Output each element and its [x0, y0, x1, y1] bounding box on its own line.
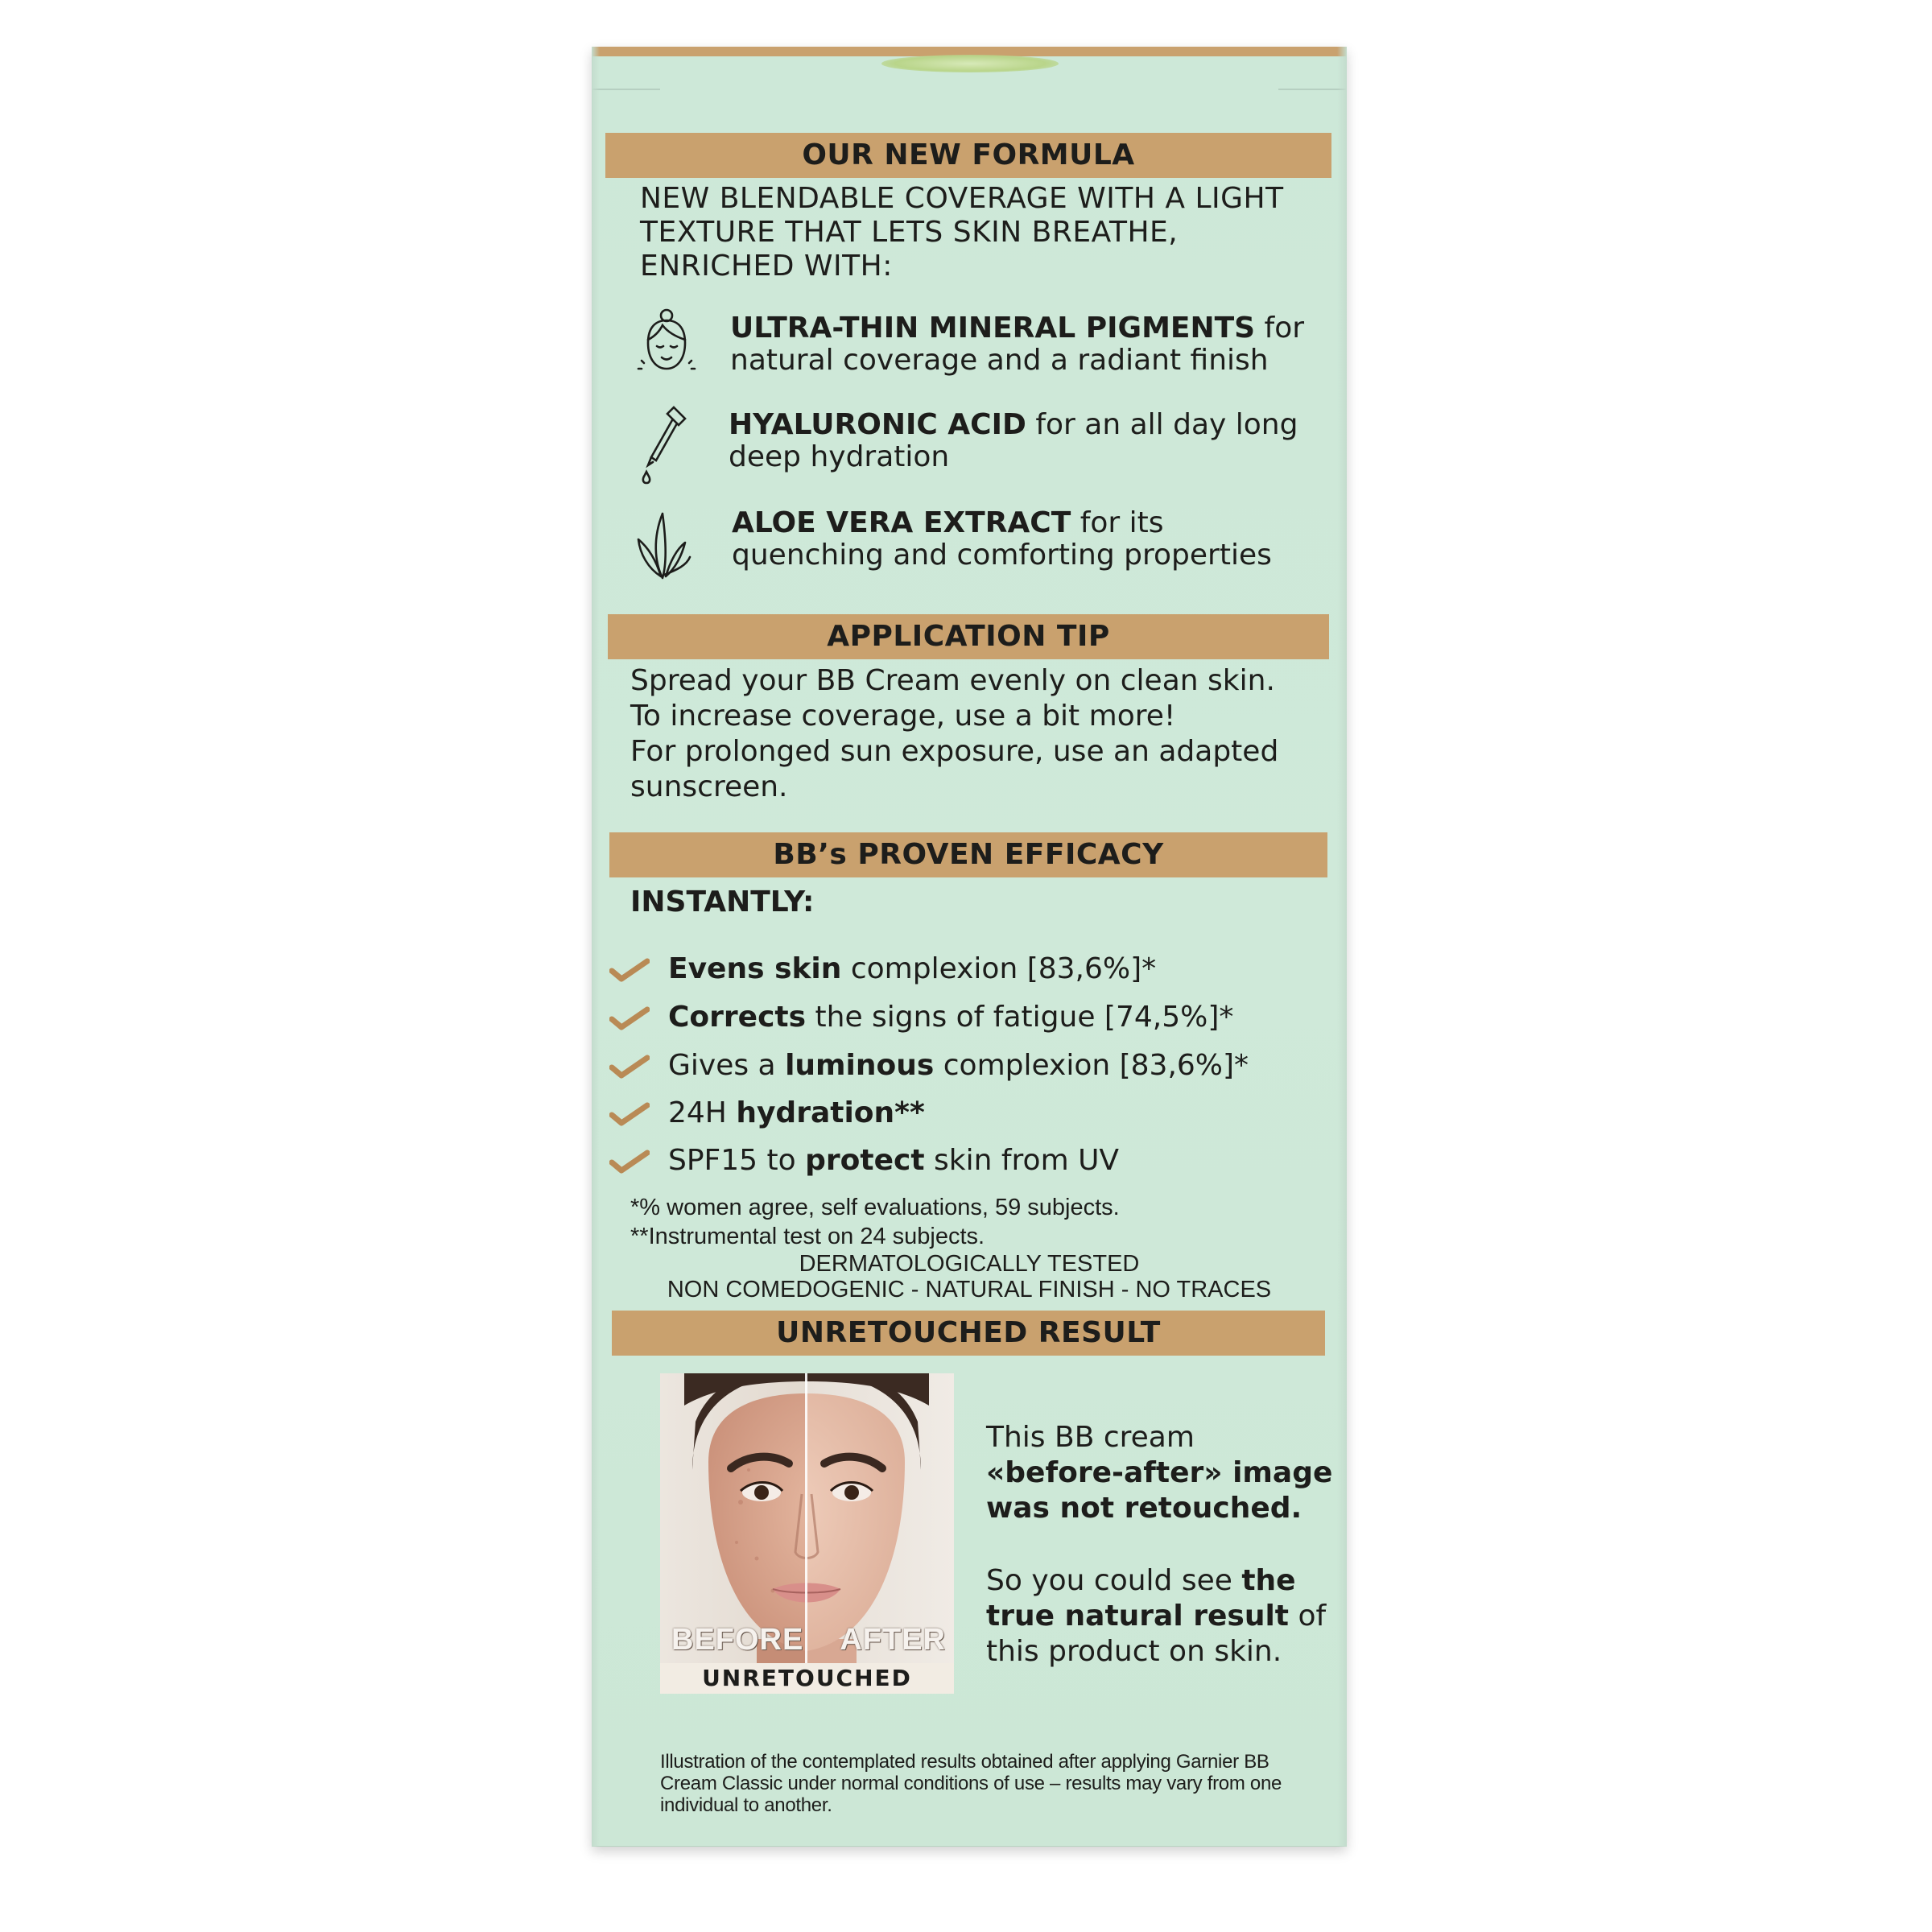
feature-text: deep hydration [729, 440, 950, 473]
efficacy-text: complexion [83,6%]* [934, 1049, 1249, 1082]
feature-text: for its [1071, 506, 1164, 539]
efficacy-text: Gives a [668, 1049, 786, 1082]
before-after-photo [660, 1373, 954, 1694]
formula-intro [640, 182, 1284, 283]
efficacy-text: 24H [668, 1096, 737, 1129]
efficacy-text: skin from UV [924, 1144, 1120, 1177]
check-icon [609, 1055, 650, 1079]
check-icon [609, 1150, 650, 1174]
disclaimer [660, 1751, 1282, 1816]
result-line: So you could see [986, 1564, 1242, 1597]
result-line: of [1289, 1600, 1327, 1633]
result-bold: the [1241, 1564, 1296, 1597]
result-line: «before-after» image [986, 1456, 1333, 1489]
result-text-1 [986, 1420, 1332, 1526]
product-box-back [592, 47, 1347, 1847]
efficacy-bold: Evens skin [668, 952, 842, 985]
footnote: *% women agree, self evaluations, 59 subjects. [630, 1195, 1120, 1220]
disclaimer-line: Cream Classic under normal conditions of use – results may vary from one [660, 1773, 1282, 1794]
tip-line: To increase coverage, use a bit more! [630, 700, 1176, 733]
result-heading: UNRETOUCHED RESULT [612, 1311, 1325, 1356]
box-edge-right [1337, 47, 1347, 1847]
formula-intro-line: TEXTURE THAT LETS SKIN BREATHE, [640, 216, 1179, 249]
efficacy-bold: luminous [785, 1049, 935, 1082]
claims [592, 1249, 1347, 1304]
after-label: AFTER [840, 1623, 946, 1657]
disclaimer-line: Illustration of the contemplated results obtained after applying Garnier BB [660, 1751, 1269, 1773]
efficacy-text: SPF15 to [668, 1144, 806, 1177]
before-label: BEFORE [671, 1623, 804, 1657]
face-icon [630, 304, 703, 385]
claim: NON COMEDOGENIC - NATURAL FINISH - NO TRACES [667, 1277, 1272, 1302]
tip-heading: APPLICATION TIP [608, 614, 1329, 659]
efficacy-text: complexion [83,6%]* [841, 952, 1157, 985]
check-icon [609, 958, 650, 982]
feature-text: for [1255, 312, 1305, 345]
formula-heading: OUR NEW FORMULA [605, 133, 1331, 178]
dropper-icon [632, 401, 696, 489]
feature-item [732, 507, 1272, 572]
efficacy-bold: protect [805, 1144, 925, 1177]
feature-title: ULTRA-THIN MINERAL PIGMENTS [730, 312, 1256, 345]
result-text-2 [986, 1563, 1326, 1670]
result-bold: true natural result [986, 1600, 1289, 1633]
feature-title: ALOE VERA EXTRACT [732, 506, 1071, 539]
result-line: this product on skin. [986, 1635, 1282, 1668]
feature-text: natural coverage and a radiant finish [730, 344, 1269, 377]
feature-text: for an all day long [1026, 408, 1298, 441]
feature-item [730, 312, 1304, 377]
claim: DERMATOLOGICALLY TESTED [799, 1251, 1140, 1277]
efficacy-bold: hydration** [736, 1096, 925, 1129]
tip-line: Spread your BB Cream evenly on clean skin. [630, 664, 1275, 697]
efficacy-text: the signs of fatigue [74,5%]* [806, 1001, 1234, 1034]
box-edge-left [592, 47, 600, 1847]
check-icon [609, 1102, 650, 1126]
formula-intro-line: ENRICHED WITH: [640, 250, 893, 283]
result-line: This BB cream [986, 1421, 1195, 1454]
tip-text [630, 663, 1278, 805]
tip-line: sunscreen. [630, 770, 788, 803]
box-flap-left [592, 89, 660, 95]
result-line: was not retouched. [986, 1492, 1302, 1525]
efficacy-bold: Corrects [668, 1001, 807, 1034]
tip-line: For prolonged sun exposure, use an adapted [630, 735, 1279, 768]
instantly-subheading: INSTANTLY: [630, 886, 815, 919]
unretouched-label: UNRETOUCHED [702, 1665, 912, 1691]
aloe-icon [630, 497, 695, 586]
footnote: **Instrumental test on 24 subjects. [630, 1224, 985, 1249]
efficacy-heading: BB’s PROVEN EFFICACY [609, 832, 1327, 877]
feature-item [729, 409, 1298, 473]
footnotes [630, 1193, 1120, 1251]
check-icon [609, 1006, 650, 1030]
feature-text: quenching and comforting properties [732, 539, 1272, 572]
box-top-tab [881, 55, 1059, 72]
disclaimer-line: individual to another. [660, 1794, 832, 1816]
formula-intro-line: NEW BLENDABLE COVERAGE WITH A LIGHT [640, 182, 1284, 215]
feature-title: HYALURONIC ACID [729, 408, 1026, 441]
